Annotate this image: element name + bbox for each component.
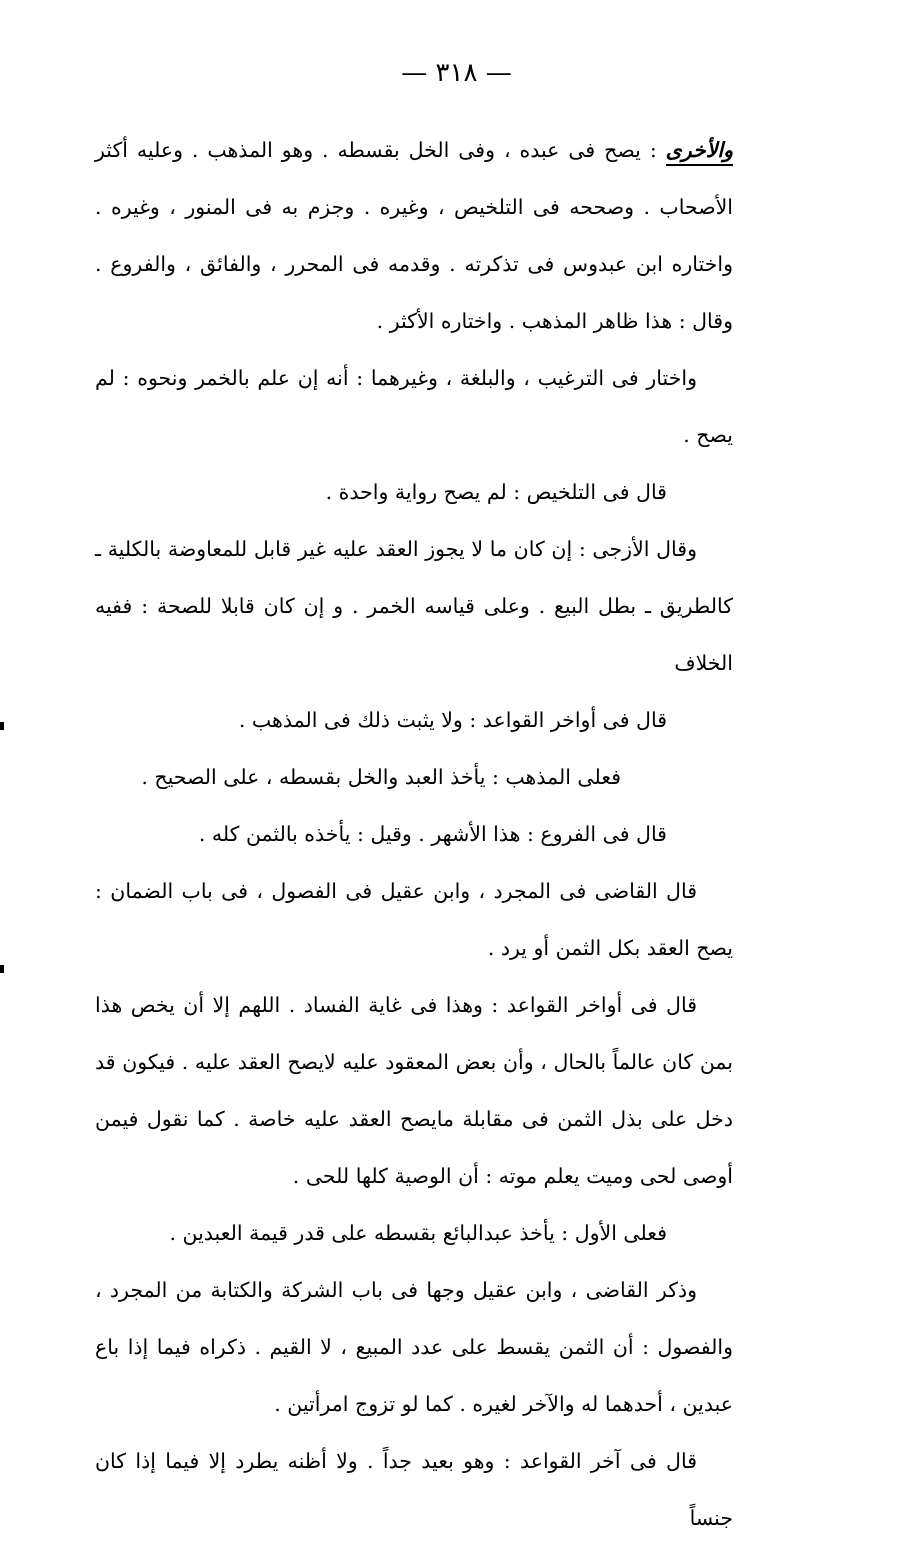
paragraph-8: قال القاضى فى المجرد ، وابن عقيل فى الفصول ، فى باب الضمان : يصح العقد بكل الثمن أو يرد .: [95, 879, 733, 960]
paragraph-text: : يصح فى عبده ، وفى الخل بقسطه . وهو المذهب . وعليه أكثر الأصحاب . وصححه فى التلخيص ، وغيره . وجزم به فى المنور ، وغيره . واختاره ابن عبدوس فى تذكرته . وقدمه فى المحرر ، والفائق ، والفروع . وقال : هذا ظاهر المذهب . واختاره الأكثر .: [95, 138, 733, 333]
paragraph-6: فعلى المذهب : يأخذ العبد والخل بقسطه ، على الصحيح .: [141, 765, 621, 789]
page-number: — ٣١٨ —: [401, 58, 512, 88]
lead-word: والأخرى: [666, 138, 733, 166]
scan-margin-mark: [0, 722, 4, 730]
paragraph-11: وذكر القاضى ، وابن عقيل وجها فى باب الشركة والكتابة من المجرد ، والفصول : أن الثمن يقسط على عدد المبيع ، لا القيم . ذكراه فيما إذا باع عبدين ، أحدهما له والآخر لغيره . كما لو تزوج امرأتين .: [95, 1278, 733, 1416]
paragraph-7: قال فى الفروع : هذا الأشهر . وقيل : يأخذه بالثمن كله .: [198, 822, 667, 846]
paragraph-4: وقال الأزجى : إن كان ما لا يجوز العقد عليه غير قابل للمعاوضة بالكلية ـ كالطريق ـ بطل البيع . وعلى قياسه الخمر . و إن كان قابلا للصحة : ففيه الخلاف: [95, 537, 733, 675]
scan-margin-mark: [0, 965, 4, 973]
paragraph-5: قال فى أواخر القواعد : ولا يثبت ذلك فى المذهب .: [238, 708, 667, 732]
paragraph-9: قال فى أواخر القواعد : وهذا فى غاية الفساد . اللهم إلا أن يخص هذا بمن كان عالماً بالحال ، وأن بعض المعقود عليه لايصح العقد عليه . فيكون قد دخل على بذل الثمن فى مقابلة مايصح العقد عليه خاصة . كما نقول فيمن أوصى لحى وميت يعلم موته : أن الوصية كلها للحى .: [95, 993, 733, 1188]
paragraph-3: قال فى التلخيص : لم يصح رواية واحدة .: [325, 480, 667, 504]
paragraph-2: واختار فى الترغيب ، والبلغة ، وغيرهما : أنه إن علم بالخمر ونحوه : لم يصح .: [95, 366, 733, 447]
paragraph-1: [95, 122, 733, 350]
paragraph-12: قال فى آخر القواعد : وهو بعيد جداً . ولا أظنه يطرد إلا فيما إذا كان جنساً: [95, 1449, 733, 1530]
page-body: [95, 122, 733, 1547]
paragraph-10: فعلى الأول : يأخذ عبدالبائع بقسطه على قدر قيمة العبدين .: [169, 1221, 667, 1245]
